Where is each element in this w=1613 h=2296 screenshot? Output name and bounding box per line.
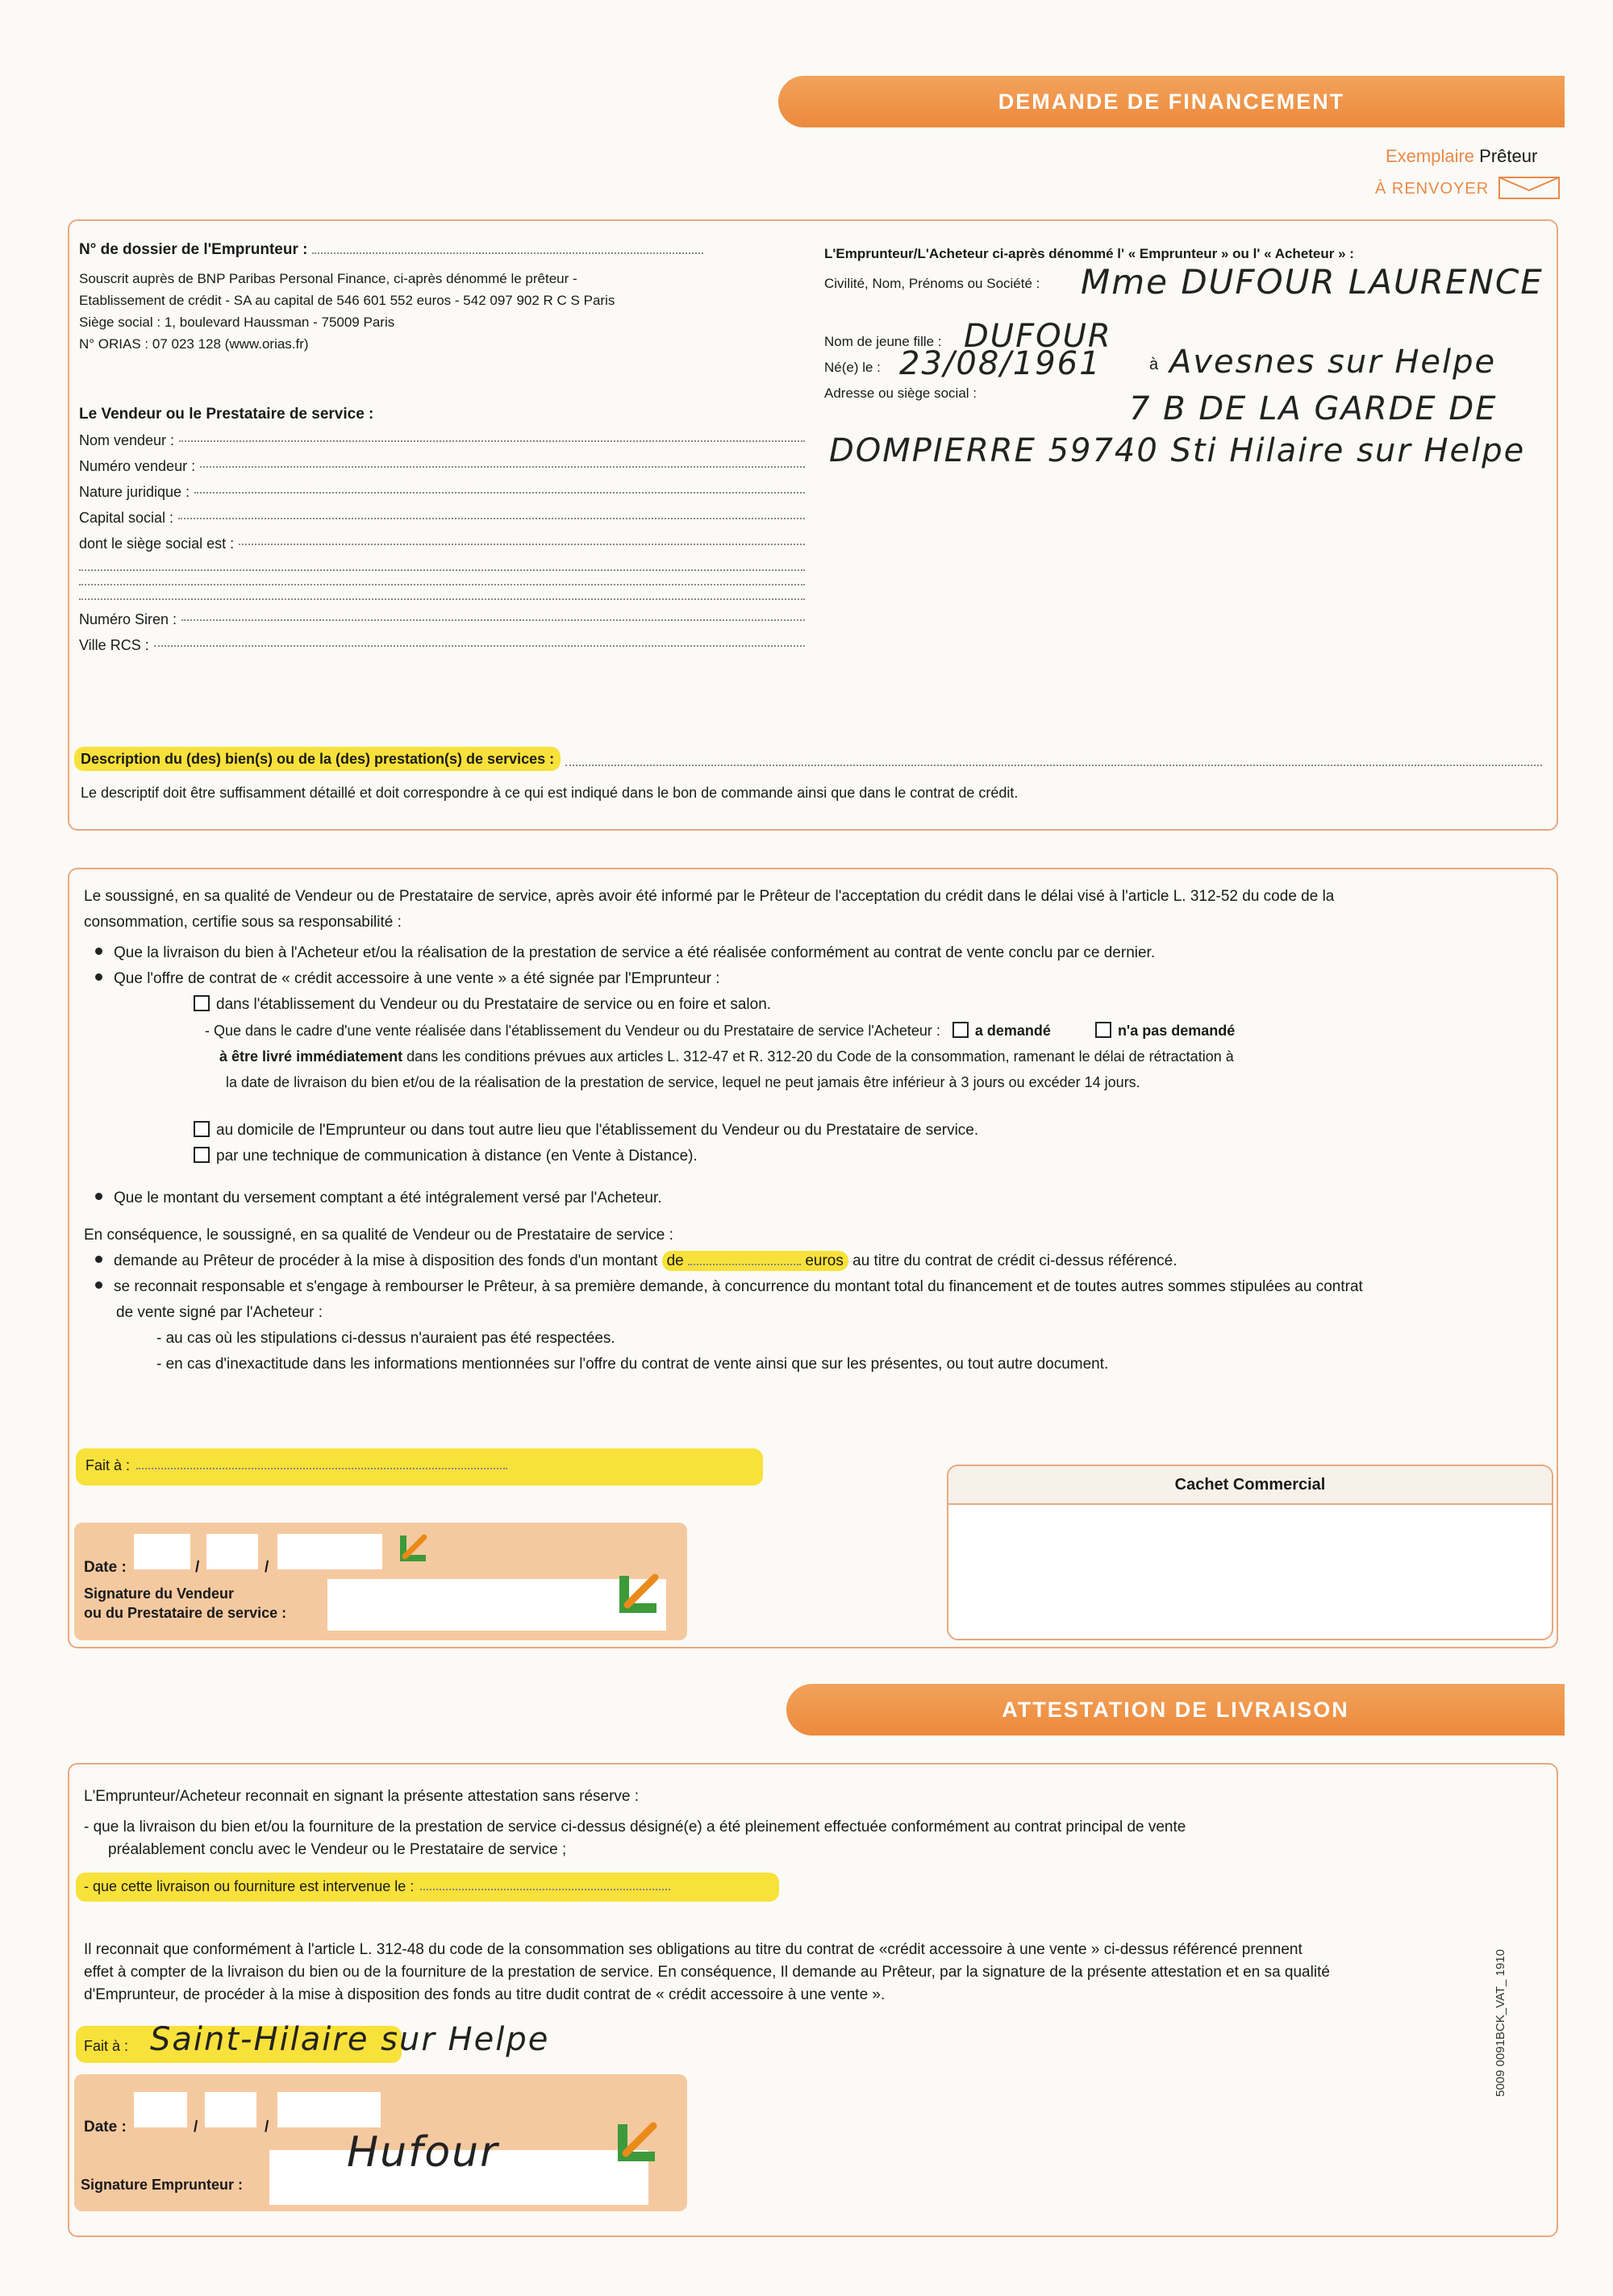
maiden-name-value[interactable]: DUFOUR	[964, 318, 1112, 355]
address-line-1[interactable]: 7 B DE LA GARDE DE	[1129, 390, 1498, 427]
description-note: Le descriptif doit être suffisamment détaillé et doit correspondre à ce qui est indiqué dans le bon de commande ainsi que dans le contrat de crédit.	[81, 785, 1019, 801]
option-in-store-checkbox[interactable]	[194, 995, 210, 1011]
vendor-number-field[interactable]	[200, 453, 805, 468]
description-field[interactable]	[565, 752, 1542, 766]
birth-date-label: Né(e) le :	[824, 360, 881, 375]
borrower-place-value[interactable]: Saint-Hilaire sur Helpe	[150, 2021, 550, 2058]
stamp-box	[947, 1465, 1553, 1640]
certification-text: Le soussigné, en sa qualité de Vendeur ou de Prestataire de service, après avoir été informé par le Prêteur de l'acceptation du crédit dans le délai visé à l'article L. 312-52 du code de la consommation, certifie sous sa responsabilité : Que la livraison du bien à l'Acheteur et/ou la réalisation de la prestation de service a été réalisée conformément au contrat de vente conclu par ce dernier. Que l'offre de contrat de « crédit accessoire à une vente » a été signée par l'Emprunteur : dans l'établissement du Vendeur ou du Prestataire de service ou en foire et salon. - Que dans le cadre d'une vente réalisée dans l'établissement du Vendeur ou du Prestataire de service l'Acheteur : a demandé n'a pas demandé à être livré immédiatement dans les conditions prévues aux articles L. 312-47 et R. 312-20 du Code de la consommation, ramenant le délai de rétractation à la date de livraison du bien et/ou de la réalisation de la prestation de service, lequel ne peut jamais être inférieur à 3 jours ou excéder 14 jours. au domicile de l'Emprunteur ou dans tout autre lieu que l'établissement du Vendeur ou du Prestataire de service. par une technique de communication à distance (en Vente à Distance). Que le montant du versement comptant a été intégralement versé par l'Acheteur. En conséquence, le soussigné, en sa qualité de Vendeur ou de Prestataire de service : demande au Prêteur de procéder à la mise à disposition des fonds d'un montant de euros au titre du contrat de crédit ci-dessus référencé. se reconnait responsable et s'engage à rembourser le Prêteur, à sa première demande, à concurrence du montant total du financement et de toutes autres sommes stipulées au contrat de vente signé par l'Acheteur : - au cas où les stipulations ci-dessus n'auraient pas été respectées. - en cas d'inexactitude dans les informations mentionnées sur l'offre du contrat de vente ainsi que sur les présentes, ou tout autre document.	[84, 888, 1363, 1373]
return-label: À RENVOYER	[1375, 176, 1562, 201]
birth-place-value[interactable]: Avesnes sur Helpe	[1169, 344, 1497, 381]
borrower-signature-arrow-icon	[611, 2119, 660, 2168]
maiden-name-label: Nom de jeune fille :	[824, 334, 942, 349]
borrower-title: L'Emprunteur/L'Acheteur ci-après dénommé l' « Emprunteur » ou l' « Acheteur » :	[824, 246, 1354, 261]
delivery-paragraph: Il reconnait que conformément à l'article L. 312-48 du code de la consommation ses obligations au titre du contrat de «crédit accessoire à une vente » ci-dessus référencé prennent effet à compter de la livraison du bien ou de la fourniture de la prestation de service. En conséquence, Il demande au Prêteur, par la signature de la présente attestation et en sa qualité d'Emprunteur, de procéder à la mise à disposition des fonds au titre dudit contrat de « crédit accessoire à une vente ».	[84, 1941, 1330, 2003]
vendor-signature-label: Signature du Vendeur ou du Prestataire de service :	[84, 1586, 287, 1621]
file-number-field[interactable]	[312, 240, 703, 254]
title-banner	[778, 76, 1565, 127]
asked-checkbox[interactable]	[952, 1022, 969, 1038]
legal-nature-field[interactable]	[194, 479, 805, 494]
vendor-title: Le Vendeur ou le Prestataire de service :	[79, 406, 374, 423]
borrower-civility: Civilité, Nom, Prénoms ou Société :	[824, 276, 1040, 291]
amount-field[interactable]: de euros	[662, 1251, 848, 1271]
address-label: Adresse ou siège social :	[824, 385, 977, 401]
head-office-field[interactable]	[239, 531, 805, 545]
head-office-line-2[interactable]	[79, 556, 805, 571]
address-line-2[interactable]: DOMPIERRE 59740 Sti Hilaire sur Helpe	[829, 432, 1526, 469]
borrower-signature-label: Signature Emprunteur :	[81, 2177, 244, 2193]
description-row	[74, 747, 1542, 771]
vendor-date-year[interactable]	[277, 1534, 382, 1569]
birth-place-label: à	[1149, 356, 1159, 373]
description-label: Description du (des) bien(s) ou de la (des) prestation(s) de services :	[74, 747, 561, 771]
vendor-fields: Nom vendeur : Numéro vendeur : Nature juridique : Capital social : dont le siège social est : Numéro Siren : Ville RCS :	[79, 427, 805, 658]
delivery-banner	[786, 1684, 1565, 1736]
birth-date-value[interactable]: 23/08/1961	[899, 345, 1102, 382]
vendor-date-label: Date :	[84, 1559, 127, 1576]
page-title: DEMANDE DE FINANCEMENT	[998, 90, 1345, 114]
date-arrow-icon	[394, 1532, 429, 1568]
not-asked-checkbox[interactable]	[1095, 1022, 1111, 1038]
rcs-field[interactable]	[154, 632, 805, 647]
delivery-text: L'Emprunteur/Acheteur reconnait en signant la présente attestation sans réserve : - que la livraison du bien et/ou la fourniture de la prestation de service ci-dessus désigné(e) a été pleinement effectuée conformément au contrat principal de vente préalablement conclu avec le Vendeur ou le Prestataire de service ;	[84, 1788, 1186, 1858]
file-number: N° de dossier de l'Emprunteur :	[79, 239, 703, 261]
borrower-name-value[interactable]: Mme DUFOUR LAURENCE	[1081, 262, 1544, 302]
option-distance-checkbox[interactable]	[194, 1147, 210, 1163]
capital-field[interactable]	[178, 505, 805, 519]
vendor-date-month[interactable]	[206, 1534, 258, 1569]
borrower-place-label: Fait à :	[84, 2038, 129, 2054]
borrower-date-month[interactable]	[205, 2092, 256, 2127]
lender-info: Souscrit auprès de BNP Paribas Personal Finance, ci-après dénommé le prêteur - Etablissement de crédit - SA au capital de 546 601 552 euros - 542 097 902 R C S Paris Siège social : 1, boulevard Haussman - 75009 Paris N° ORIAS : 07 023 128 (www.orias.fr)	[79, 271, 615, 352]
side-code: 5009 0091BCK_VAT_ 1910	[1494, 1949, 1507, 2097]
stamp-label: Cachet Commercial	[948, 1466, 1552, 1505]
borrower-date-day[interactable]	[134, 2092, 187, 2127]
head-office-line-4[interactable]	[79, 585, 805, 600]
signature-arrow-icon	[613, 1571, 661, 1619]
vendor-place-field[interactable]: Fait à :	[76, 1448, 763, 1486]
vendor-date-day[interactable]	[134, 1534, 190, 1569]
copy-label: Exemplaire Prêteur	[1386, 146, 1538, 166]
siren-field[interactable]	[181, 606, 805, 621]
delivery-date-field[interactable]: - que cette livraison ou fourniture est intervenue le :	[76, 1873, 779, 1902]
borrower-date-label: Date :	[84, 2119, 127, 2136]
envelope-icon	[1498, 176, 1562, 200]
delivery-title: ATTESTATION DE LIVRAISON	[1002, 1698, 1349, 1722]
option-home-checkbox[interactable]	[194, 1121, 210, 1137]
vendor-name-field[interactable]	[179, 427, 805, 442]
borrower-signature: Hufour	[347, 2128, 499, 2177]
head-office-line-3[interactable]	[79, 571, 805, 585]
